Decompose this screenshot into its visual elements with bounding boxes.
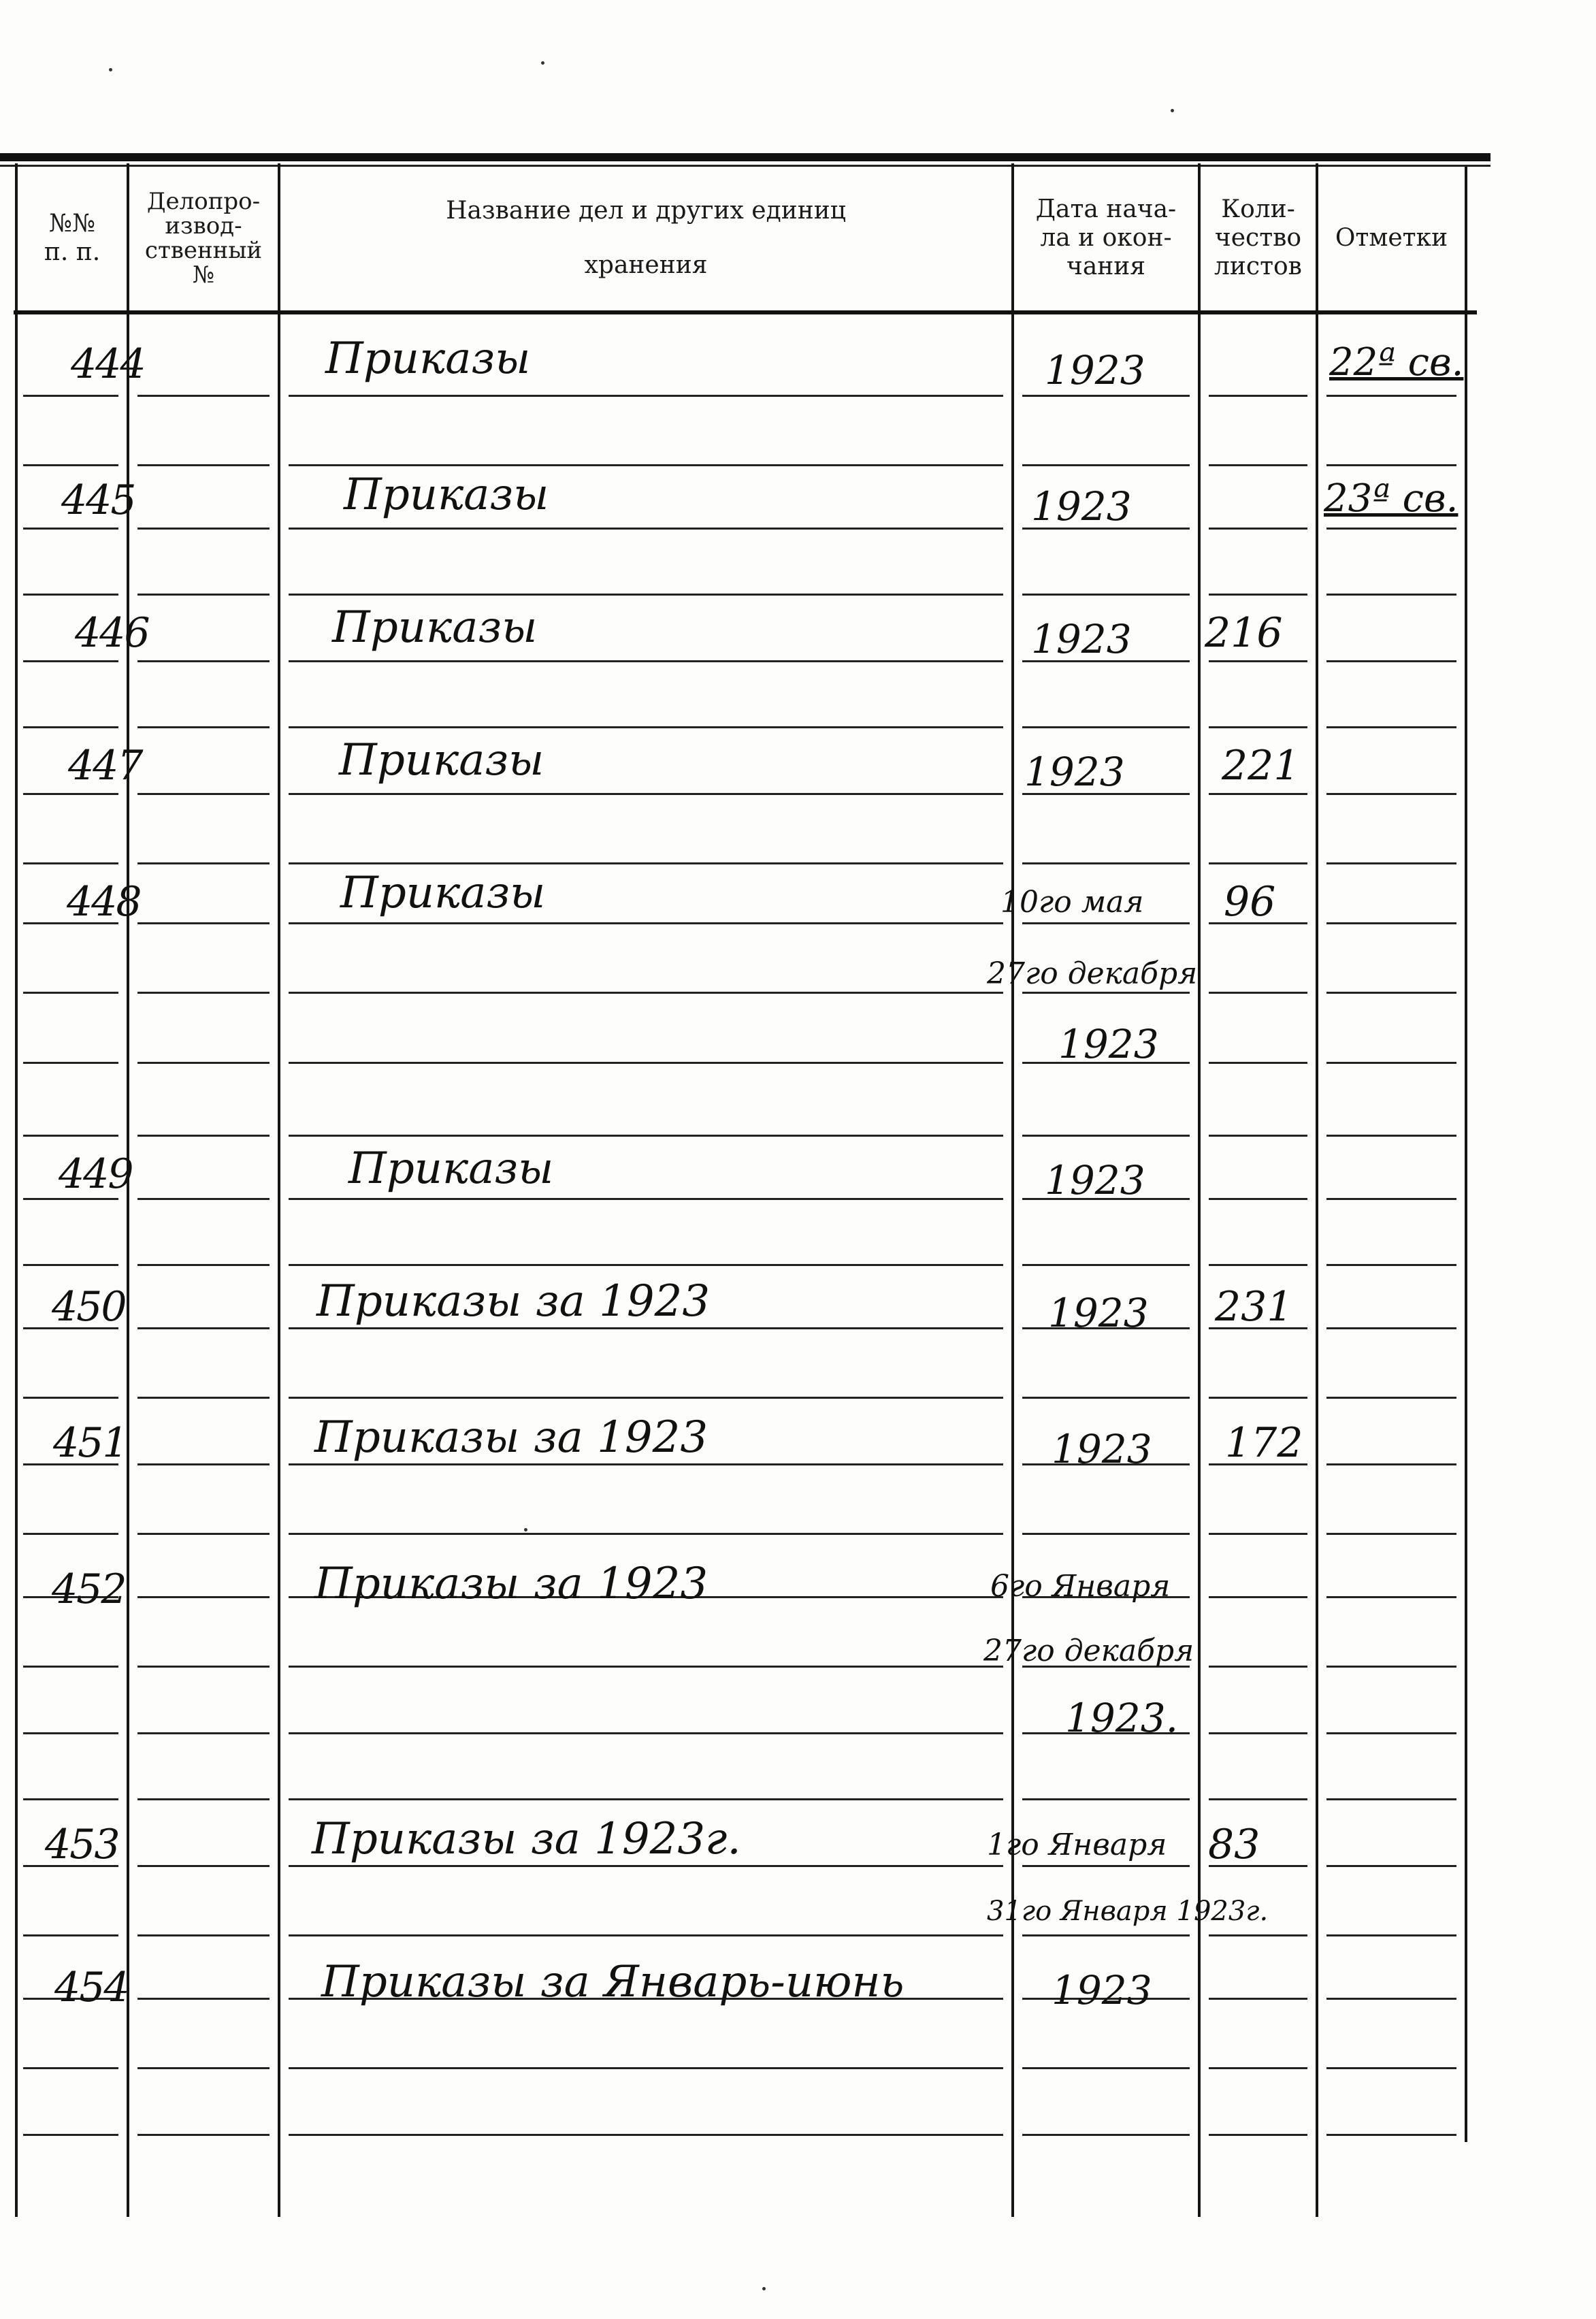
ruled-line bbox=[137, 1062, 270, 1064]
ruled-line bbox=[1209, 2134, 1307, 2136]
ruled-line bbox=[289, 594, 1003, 596]
ruled-line bbox=[1209, 1135, 1307, 1137]
row-title: Приказы за 1923 bbox=[314, 1559, 709, 1609]
ruled-line bbox=[1326, 2067, 1456, 2069]
row-title: Приказы bbox=[348, 1144, 554, 1194]
ruled-line bbox=[289, 528, 1003, 530]
header-number: №№ п. п. bbox=[44, 210, 101, 266]
row-sheets: 221 bbox=[1222, 742, 1300, 790]
header-dates: Дата нача- ла и окон- чания bbox=[1035, 195, 1177, 280]
ruled-line bbox=[137, 464, 270, 466]
ruled-line bbox=[1209, 395, 1307, 397]
header-notes: Отметки bbox=[1335, 224, 1448, 252]
ruled-line bbox=[23, 862, 118, 864]
ruled-line bbox=[289, 1934, 1003, 1936]
ruled-line bbox=[289, 1198, 1003, 1200]
ruled-line bbox=[1022, 395, 1190, 397]
row-sheets: 83 bbox=[1208, 1821, 1260, 1868]
row-date-end: 27го декабря bbox=[987, 956, 1198, 991]
ruled-line bbox=[23, 2067, 118, 2069]
ruled-line bbox=[23, 1934, 118, 1936]
ruled-line bbox=[137, 1934, 270, 1936]
row-date-year: 1923 bbox=[1058, 1021, 1159, 1067]
ruled-line bbox=[289, 395, 1003, 397]
row-title: Приказы bbox=[339, 735, 544, 785]
ruled-line bbox=[1022, 1264, 1190, 1266]
ruled-line bbox=[23, 726, 118, 728]
ruled-line bbox=[137, 922, 270, 924]
ruled-line bbox=[289, 1062, 1003, 1064]
table-top-border bbox=[0, 153, 1491, 161]
row-sheets: 216 bbox=[1205, 609, 1283, 657]
ruled-line bbox=[1209, 2067, 1307, 2069]
ruled-line bbox=[1326, 992, 1456, 994]
ruled-line bbox=[1209, 1798, 1307, 1800]
ruled-line bbox=[137, 1533, 270, 1535]
ruled-line bbox=[1022, 1397, 1190, 1399]
ruled-line bbox=[137, 1666, 270, 1668]
ruled-line bbox=[289, 1666, 1003, 1668]
row-sheets: 231 bbox=[1215, 1283, 1293, 1331]
ruled-line bbox=[289, 660, 1003, 662]
row-date-start: 6го Января bbox=[990, 1569, 1171, 1604]
ruled-line bbox=[1209, 793, 1307, 795]
ruled-line bbox=[137, 1264, 270, 1266]
row-number: 449 bbox=[59, 1150, 133, 1198]
ruled-line bbox=[23, 2134, 118, 2136]
ruled-line bbox=[137, 1135, 270, 1137]
scan-speck bbox=[762, 2287, 766, 2290]
row-title: Приказы за 1923г. bbox=[312, 1814, 741, 1864]
header-rule bbox=[14, 310, 1477, 314]
ruled-line bbox=[137, 1397, 270, 1399]
row-date: 1923 bbox=[1045, 1157, 1145, 1203]
ruled-line bbox=[1326, 1327, 1456, 1329]
ruled-line bbox=[289, 1397, 1003, 1399]
ruled-line bbox=[289, 922, 1003, 924]
row-date: 1923 bbox=[1031, 616, 1132, 662]
ruled-line bbox=[1326, 1998, 1456, 2000]
row-date-end: 31го Января 1923г. bbox=[987, 1896, 1269, 1927]
row-number: 453 bbox=[45, 1821, 119, 1868]
ruled-line bbox=[23, 594, 118, 596]
ruled-line bbox=[1209, 1596, 1307, 1598]
ruled-line bbox=[1326, 1666, 1456, 1668]
row-title: Приказы bbox=[344, 470, 549, 520]
ruled-line bbox=[1326, 1135, 1456, 1137]
ruled-line bbox=[1326, 1732, 1456, 1734]
header-office-number: Делопро- извод- ственный № bbox=[144, 188, 263, 289]
ruled-line bbox=[1326, 1463, 1456, 1465]
ruled-line bbox=[23, 395, 118, 397]
ruled-line bbox=[1022, 1865, 1190, 1867]
ruled-line bbox=[137, 2067, 270, 2069]
ruled-line bbox=[1209, 1934, 1307, 1936]
ruled-line bbox=[23, 1397, 118, 1399]
ruled-line bbox=[1209, 1998, 1307, 2000]
row-note: 23ª св. bbox=[1324, 476, 1459, 521]
ruled-line bbox=[137, 528, 270, 530]
row-number: 448 bbox=[67, 878, 141, 926]
ruled-line bbox=[1326, 395, 1456, 397]
row-date: 1923 bbox=[1031, 483, 1132, 530]
ruled-line bbox=[1326, 862, 1456, 864]
ruled-line bbox=[289, 862, 1003, 864]
ruled-line bbox=[1326, 1264, 1456, 1266]
ruled-line bbox=[137, 1198, 270, 1200]
row-number: 454 bbox=[54, 1964, 129, 2011]
ruled-line bbox=[23, 1135, 118, 1137]
row-date-year: 1923. bbox=[1065, 1695, 1179, 1741]
ruled-line bbox=[23, 1264, 118, 1266]
row-sheets: 96 bbox=[1224, 878, 1276, 926]
ruled-line bbox=[137, 1463, 270, 1465]
ruled-line bbox=[23, 1666, 118, 1668]
ruled-line bbox=[23, 660, 118, 662]
ruled-line bbox=[137, 1998, 270, 2000]
column-divider bbox=[15, 163, 18, 2217]
row-sheets: 172 bbox=[1225, 1419, 1303, 1467]
ruled-line bbox=[1326, 1865, 1456, 1867]
row-title: Приказы bbox=[325, 334, 531, 384]
column-divider bbox=[1316, 163, 1318, 2217]
ruled-line bbox=[1326, 660, 1456, 662]
ruled-line bbox=[1022, 1934, 1190, 1936]
ruled-line bbox=[137, 1798, 270, 1800]
ruled-line bbox=[1022, 2067, 1190, 2069]
ruled-line bbox=[1326, 922, 1456, 924]
row-title: Приказы за 1923 bbox=[314, 1412, 709, 1463]
ruled-line bbox=[1022, 992, 1190, 994]
header-title: Название дел и других единиц хранения bbox=[446, 197, 846, 279]
ruled-line bbox=[1022, 1135, 1190, 1137]
ruled-line bbox=[23, 1798, 118, 1800]
scan-speck bbox=[524, 1528, 527, 1531]
row-date: 1923 bbox=[1048, 1290, 1149, 1336]
ruled-line bbox=[289, 1463, 1003, 1465]
scan-speck bbox=[541, 61, 544, 65]
row-date-start: 1го Января bbox=[987, 1828, 1167, 1862]
ruled-line bbox=[1209, 726, 1307, 728]
ruled-line bbox=[1326, 793, 1456, 795]
ruled-line bbox=[23, 1732, 118, 1734]
row-title: Приказы за Январь-июнь bbox=[321, 1957, 905, 2007]
ruled-line bbox=[1209, 1264, 1307, 1266]
ruled-line bbox=[1209, 1533, 1307, 1535]
ruled-line bbox=[1326, 594, 1456, 596]
ruled-line bbox=[137, 862, 270, 864]
ruled-line bbox=[137, 1732, 270, 1734]
row-number: 445 bbox=[61, 476, 135, 524]
ruled-line bbox=[289, 1264, 1003, 1266]
row-number: 447 bbox=[68, 742, 142, 790]
ruled-line bbox=[289, 1533, 1003, 1535]
ruled-line bbox=[1209, 1732, 1307, 1734]
row-date-start: 10го мая bbox=[1000, 885, 1144, 920]
ruled-line bbox=[23, 1198, 118, 1200]
ruled-line bbox=[1326, 1798, 1456, 1800]
ruled-line bbox=[1326, 1062, 1456, 1064]
ruled-line bbox=[289, 1135, 1003, 1137]
row-number: 451 bbox=[53, 1419, 127, 1467]
ruled-line bbox=[289, 2067, 1003, 2069]
ruled-line bbox=[137, 726, 270, 728]
row-date: 1923 bbox=[1052, 1426, 1152, 1472]
ruled-line bbox=[137, 1596, 270, 1598]
ruled-line bbox=[137, 1865, 270, 1867]
row-number: 446 bbox=[75, 609, 149, 657]
ruled-line bbox=[289, 1732, 1003, 1734]
ruled-line bbox=[1209, 660, 1307, 662]
ruled-line bbox=[289, 1865, 1003, 1867]
ruled-line bbox=[1209, 1062, 1307, 1064]
row-date: 1923 bbox=[1024, 749, 1125, 795]
ruled-line bbox=[289, 1327, 1003, 1329]
ruled-line bbox=[1209, 1397, 1307, 1399]
ruled-line bbox=[1326, 464, 1456, 466]
row-title: Приказы bbox=[332, 602, 538, 653]
row-number: 452 bbox=[52, 1566, 126, 1613]
ruled-line bbox=[23, 1062, 118, 1064]
ruled-line bbox=[23, 528, 118, 530]
ruled-line bbox=[1209, 992, 1307, 994]
row-title: Приказы за 1923 bbox=[316, 1276, 711, 1327]
ruled-line bbox=[1022, 594, 1190, 596]
ruled-line bbox=[289, 793, 1003, 795]
ruled-line bbox=[137, 992, 270, 994]
ruled-line bbox=[1326, 2134, 1456, 2136]
ruled-line bbox=[1209, 594, 1307, 596]
scan-speck bbox=[1171, 109, 1174, 112]
ruled-line bbox=[23, 793, 118, 795]
header-sheets: Коли- чество листов bbox=[1214, 195, 1302, 280]
column-divider bbox=[1465, 167, 1467, 2142]
ruled-line bbox=[1209, 862, 1307, 864]
ruled-line bbox=[137, 1327, 270, 1329]
ruled-line bbox=[1326, 528, 1456, 530]
ruled-line bbox=[1022, 1533, 1190, 1535]
column-divider bbox=[278, 163, 280, 2217]
ruled-line bbox=[137, 793, 270, 795]
ruled-line bbox=[1022, 2134, 1190, 2136]
ruled-line bbox=[289, 992, 1003, 994]
ruled-line bbox=[137, 594, 270, 596]
scan-speck bbox=[109, 68, 112, 71]
ruled-line bbox=[137, 660, 270, 662]
ruled-line bbox=[137, 395, 270, 397]
row-note: 22ª св. bbox=[1329, 340, 1464, 385]
ruled-line bbox=[1209, 528, 1307, 530]
ruled-line bbox=[1022, 726, 1190, 728]
ruled-line bbox=[289, 2134, 1003, 2136]
ruled-line bbox=[1209, 464, 1307, 466]
ruled-line bbox=[1326, 1198, 1456, 1200]
ruled-line bbox=[1022, 464, 1190, 466]
ruled-line bbox=[1022, 922, 1190, 924]
row-number: 444 bbox=[71, 340, 145, 388]
ruled-line bbox=[1326, 1934, 1456, 1936]
ruled-line bbox=[289, 726, 1003, 728]
ruled-line bbox=[23, 464, 118, 466]
ruled-line bbox=[1326, 1533, 1456, 1535]
ruled-line bbox=[1022, 862, 1190, 864]
row-title: Приказы bbox=[340, 868, 546, 918]
ruled-line bbox=[23, 1533, 118, 1535]
row-number: 450 bbox=[52, 1283, 126, 1331]
ruled-line bbox=[1209, 1666, 1307, 1668]
ruled-line bbox=[1209, 1198, 1307, 1200]
ruled-line bbox=[289, 1798, 1003, 1800]
ruled-line bbox=[1022, 1798, 1190, 1800]
ruled-line bbox=[1326, 726, 1456, 728]
ruled-line bbox=[137, 2134, 270, 2136]
row-date-end: 27го декабря bbox=[983, 1634, 1194, 1668]
row-date: 1923 bbox=[1045, 347, 1145, 393]
ruled-line bbox=[23, 992, 118, 994]
ruled-line bbox=[1326, 1397, 1456, 1399]
ruled-line bbox=[1326, 1596, 1456, 1598]
row-date: 1923 bbox=[1052, 1967, 1152, 2013]
ruled-line bbox=[289, 464, 1003, 466]
